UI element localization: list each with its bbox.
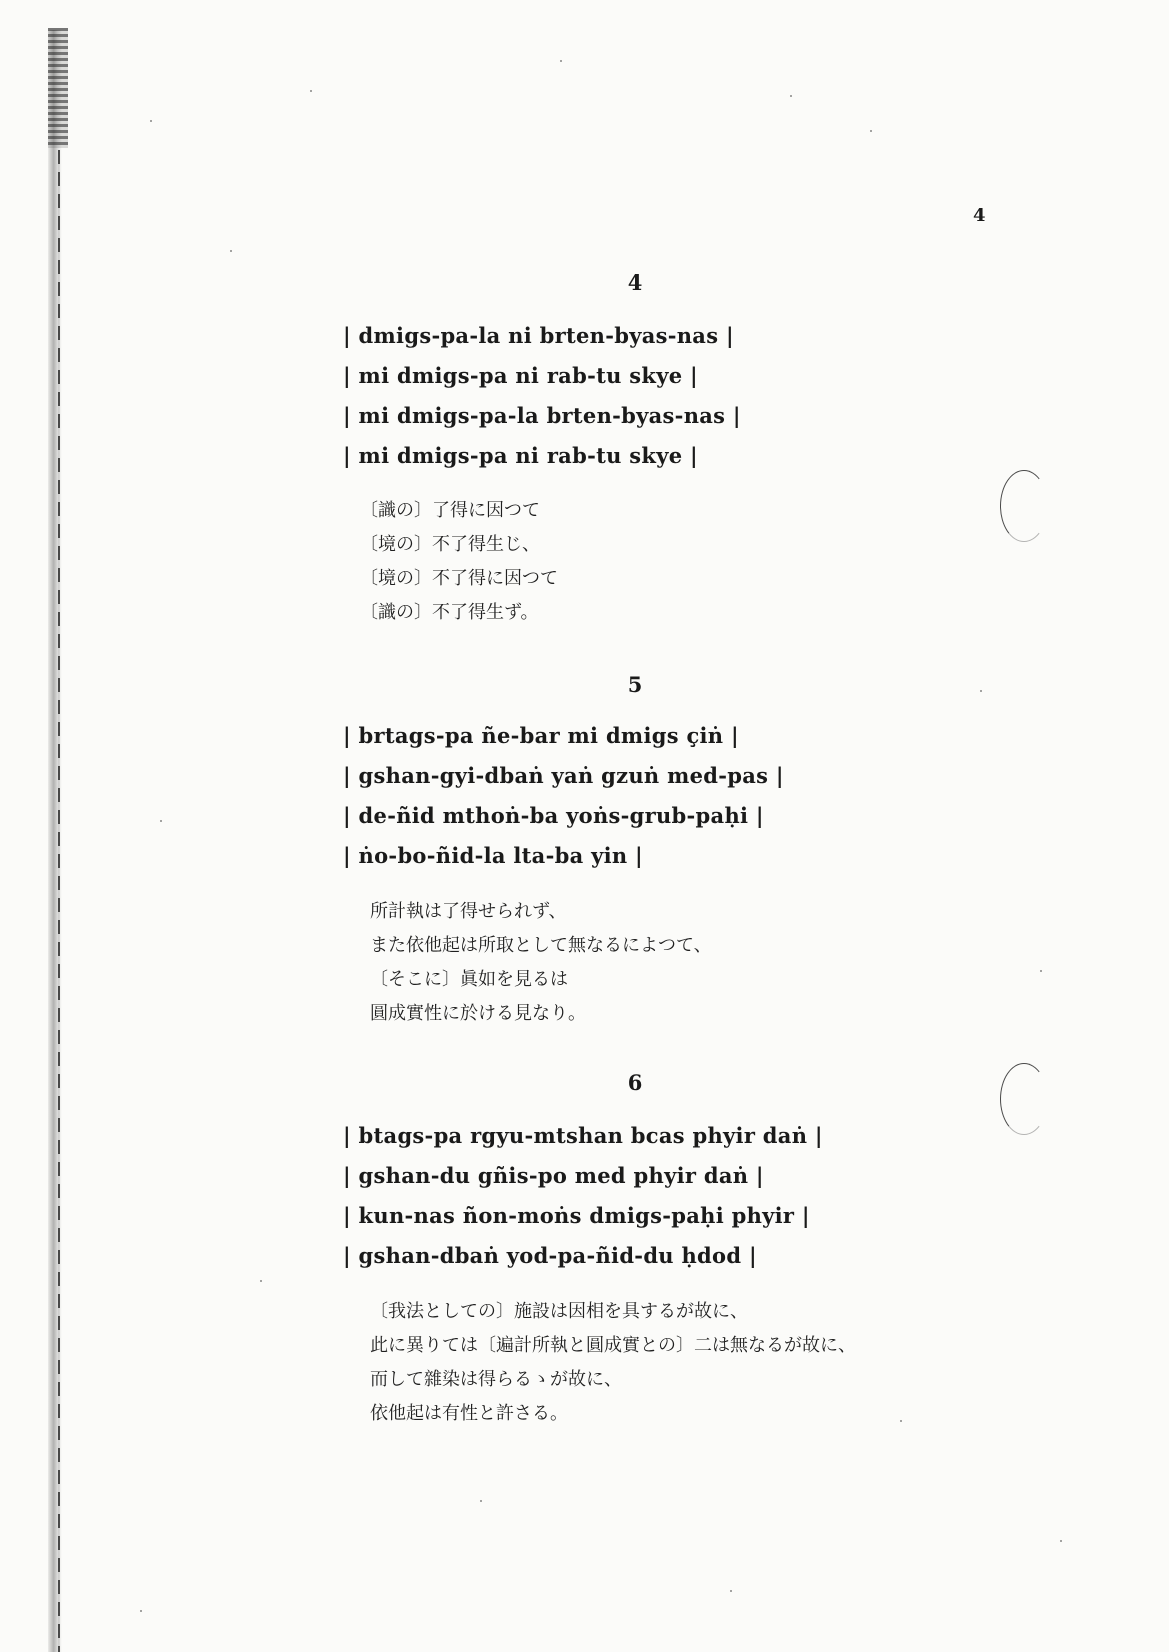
scan-speck <box>790 95 792 97</box>
translation-line: 〔識の〕了得に因つて <box>360 500 540 521</box>
scan-speck <box>870 130 872 132</box>
section-4-translation <box>360 494 558 630</box>
section-4-verse <box>343 316 741 476</box>
section-6-translation <box>370 1295 856 1431</box>
verse-line: | mi dmigs-pa-la brten-byas-nas | <box>343 403 741 428</box>
verse-line: | mi dmigs-pa ni rab-tu skye | <box>343 363 698 388</box>
scan-speck <box>150 120 152 122</box>
scan-speck <box>560 60 562 62</box>
translation-line: 〔境の〕不了得生じ、 <box>360 534 540 555</box>
verse-line: | ṅo-bo-ñid-la lta-ba yin | <box>343 843 643 868</box>
verse-line: | gshan-dbaṅ yod-pa-ñid-du ḥdod | <box>343 1243 757 1268</box>
section-5-translation <box>370 895 712 1031</box>
translation-line: 而して雜染は得らるゝが故に、 <box>370 1369 622 1390</box>
verse-line: | dmigs-pa-la ni brten-byas-nas | <box>343 323 734 348</box>
translation-line: 此に異りては〔遍計所執と圓成實との〕二は無なるが故に、 <box>370 1335 856 1356</box>
verse-line: | kun-nas ñon-moṅs dmigs-paḥi phyir | <box>343 1203 810 1228</box>
translation-line: 所計執は了得せられず、 <box>370 901 567 922</box>
translation-line: 〔境の〕不了得に因つて <box>360 568 558 589</box>
scan-speck <box>1040 970 1042 972</box>
page-number: 4 <box>973 205 986 226</box>
translation-line: 〔我法としての〕施設は因相を具するが故に、 <box>370 1301 748 1322</box>
scan-speck <box>1060 1540 1062 1542</box>
scan-speck <box>260 1280 262 1282</box>
translation-line: 圓成實性に於ける見なり。 <box>370 1003 586 1024</box>
scan-hole-mark-top <box>1000 470 1048 542</box>
section-5-verse <box>343 716 784 876</box>
verse-line: | gshan-gyi-dbaṅ yaṅ gzuṅ med-pas | <box>343 763 784 788</box>
scan-speck <box>230 250 232 252</box>
scan-speck <box>140 1610 142 1612</box>
translation-line: 依他起は有性と許さる。 <box>370 1403 568 1424</box>
section-6-verse <box>343 1116 823 1276</box>
scan-speck <box>730 1590 732 1592</box>
scan-hole-mark-bottom <box>1000 1063 1048 1135</box>
translation-line: 〔そこに〕眞如を見るは <box>370 969 568 990</box>
verse-line: | mi dmigs-pa ni rab-tu skye | <box>343 443 698 468</box>
section-number-5: 5 <box>627 672 643 697</box>
translation-line: また依他起は所取として無なるによつて、 <box>370 935 712 956</box>
verse-line: | gshan-du gñis-po med phyir daṅ | <box>343 1163 764 1188</box>
verse-line: | de-ñid mthoṅ-ba yoṅs-grub-paḥi | <box>343 803 764 828</box>
scan-speck <box>480 1500 482 1502</box>
scan-speck <box>980 690 982 692</box>
scan-binding-line <box>58 150 60 1652</box>
verse-line: | brtags-pa ñe-bar mi dmigs çiṅ | <box>343 723 739 748</box>
section-number-4: 4 <box>627 270 643 295</box>
section-number-6: 6 <box>627 1070 643 1095</box>
scan-speck <box>160 820 162 822</box>
verse-line: | btags-pa rgyu-mtshan bcas phyir daṅ | <box>343 1123 823 1148</box>
scan-speck <box>310 90 312 92</box>
scan-speck <box>900 1420 902 1422</box>
translation-line: 〔識の〕不了得生ず。 <box>360 602 539 623</box>
